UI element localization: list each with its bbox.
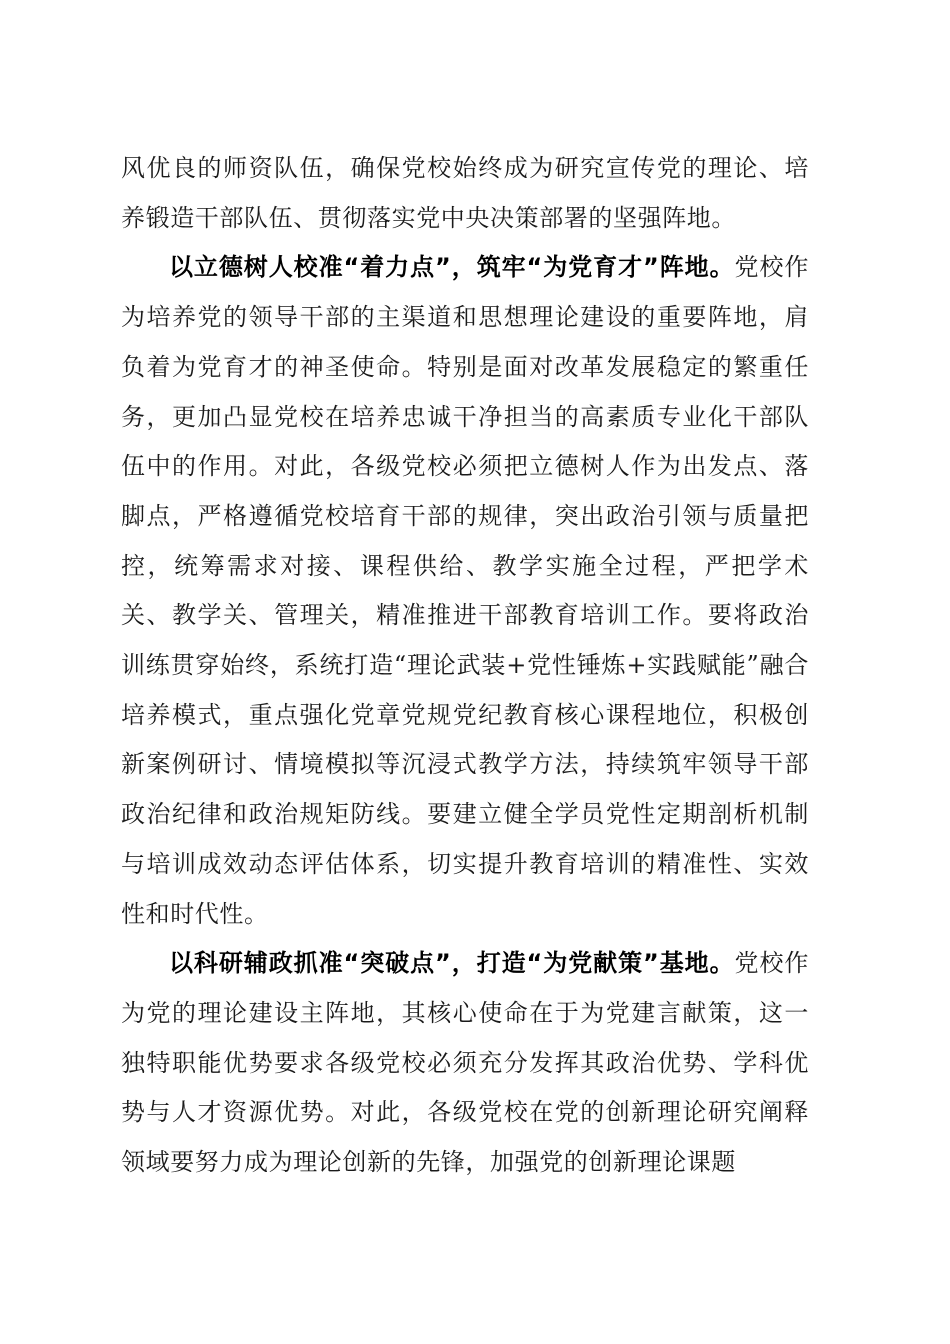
paragraph-keyan-fuzheng [121,939,809,1188]
paragraph-text: 党校作为培养党的领导干部的主渠道和思想理论建设的重要阵地，肩负着为党育才的神圣使命。特别是面对改革发展稳定的繁重任务，更加凸显党校在培养忠诚干净担当的高素质专业化干部队伍中的作用。对此，各级党校必须把立德树人作为出发点、落脚点，严格遵循党校培育干部的规律，突出政治引领与质量把控，统筹需求对接、课程供给、教学实施全过程，严把学术关、教学关、管理关，精准推进干部教育培训工作。要将政治训练贯穿始终，系统打造“理论武装+党性锤炼+实践赋能”融合培养模式，重点强化党章党规党纪教育核心课程地位，积极创新案例研讨、情境模拟等沉浸式教学方法，持续筑牢领导干部政治纪律和政治规矩防线。要建立健全学员党性定期剖析机制与培训成效动态评估体系，切实提升教育培训的精准性、实效性和时代性。 [121,253,809,928]
paragraph-text: 党校作为党的理论建设主阵地，其核心使命在于为党建言献策，这一独特职能优势要求各级党校必须充分发挥其政治优势、学科优势与人才资源优势。对此，各级党校在党的创新理论研究阐释领域要努力成为理论创新的先锋，加强党的创新理论课题 [121,949,809,1177]
paragraph-text: 风优良的师资队伍，确保党校始终成为研究宣传党的理论、培养锻造干部队伍、贯彻落实党中央决策部署的坚强阵地。 [121,154,809,232]
paragraph-lead-heading: 以立德树人校准“着力点”，筑牢“为党育才”阵地。 [169,253,735,282]
paragraph-lide-shuren [121,243,809,939]
article-body [121,144,809,1188]
paragraph-lead-heading: 以科研辅政抓准“突破点”，打造“为党献策”基地。 [169,949,735,978]
paragraph-continuation [121,144,809,243]
